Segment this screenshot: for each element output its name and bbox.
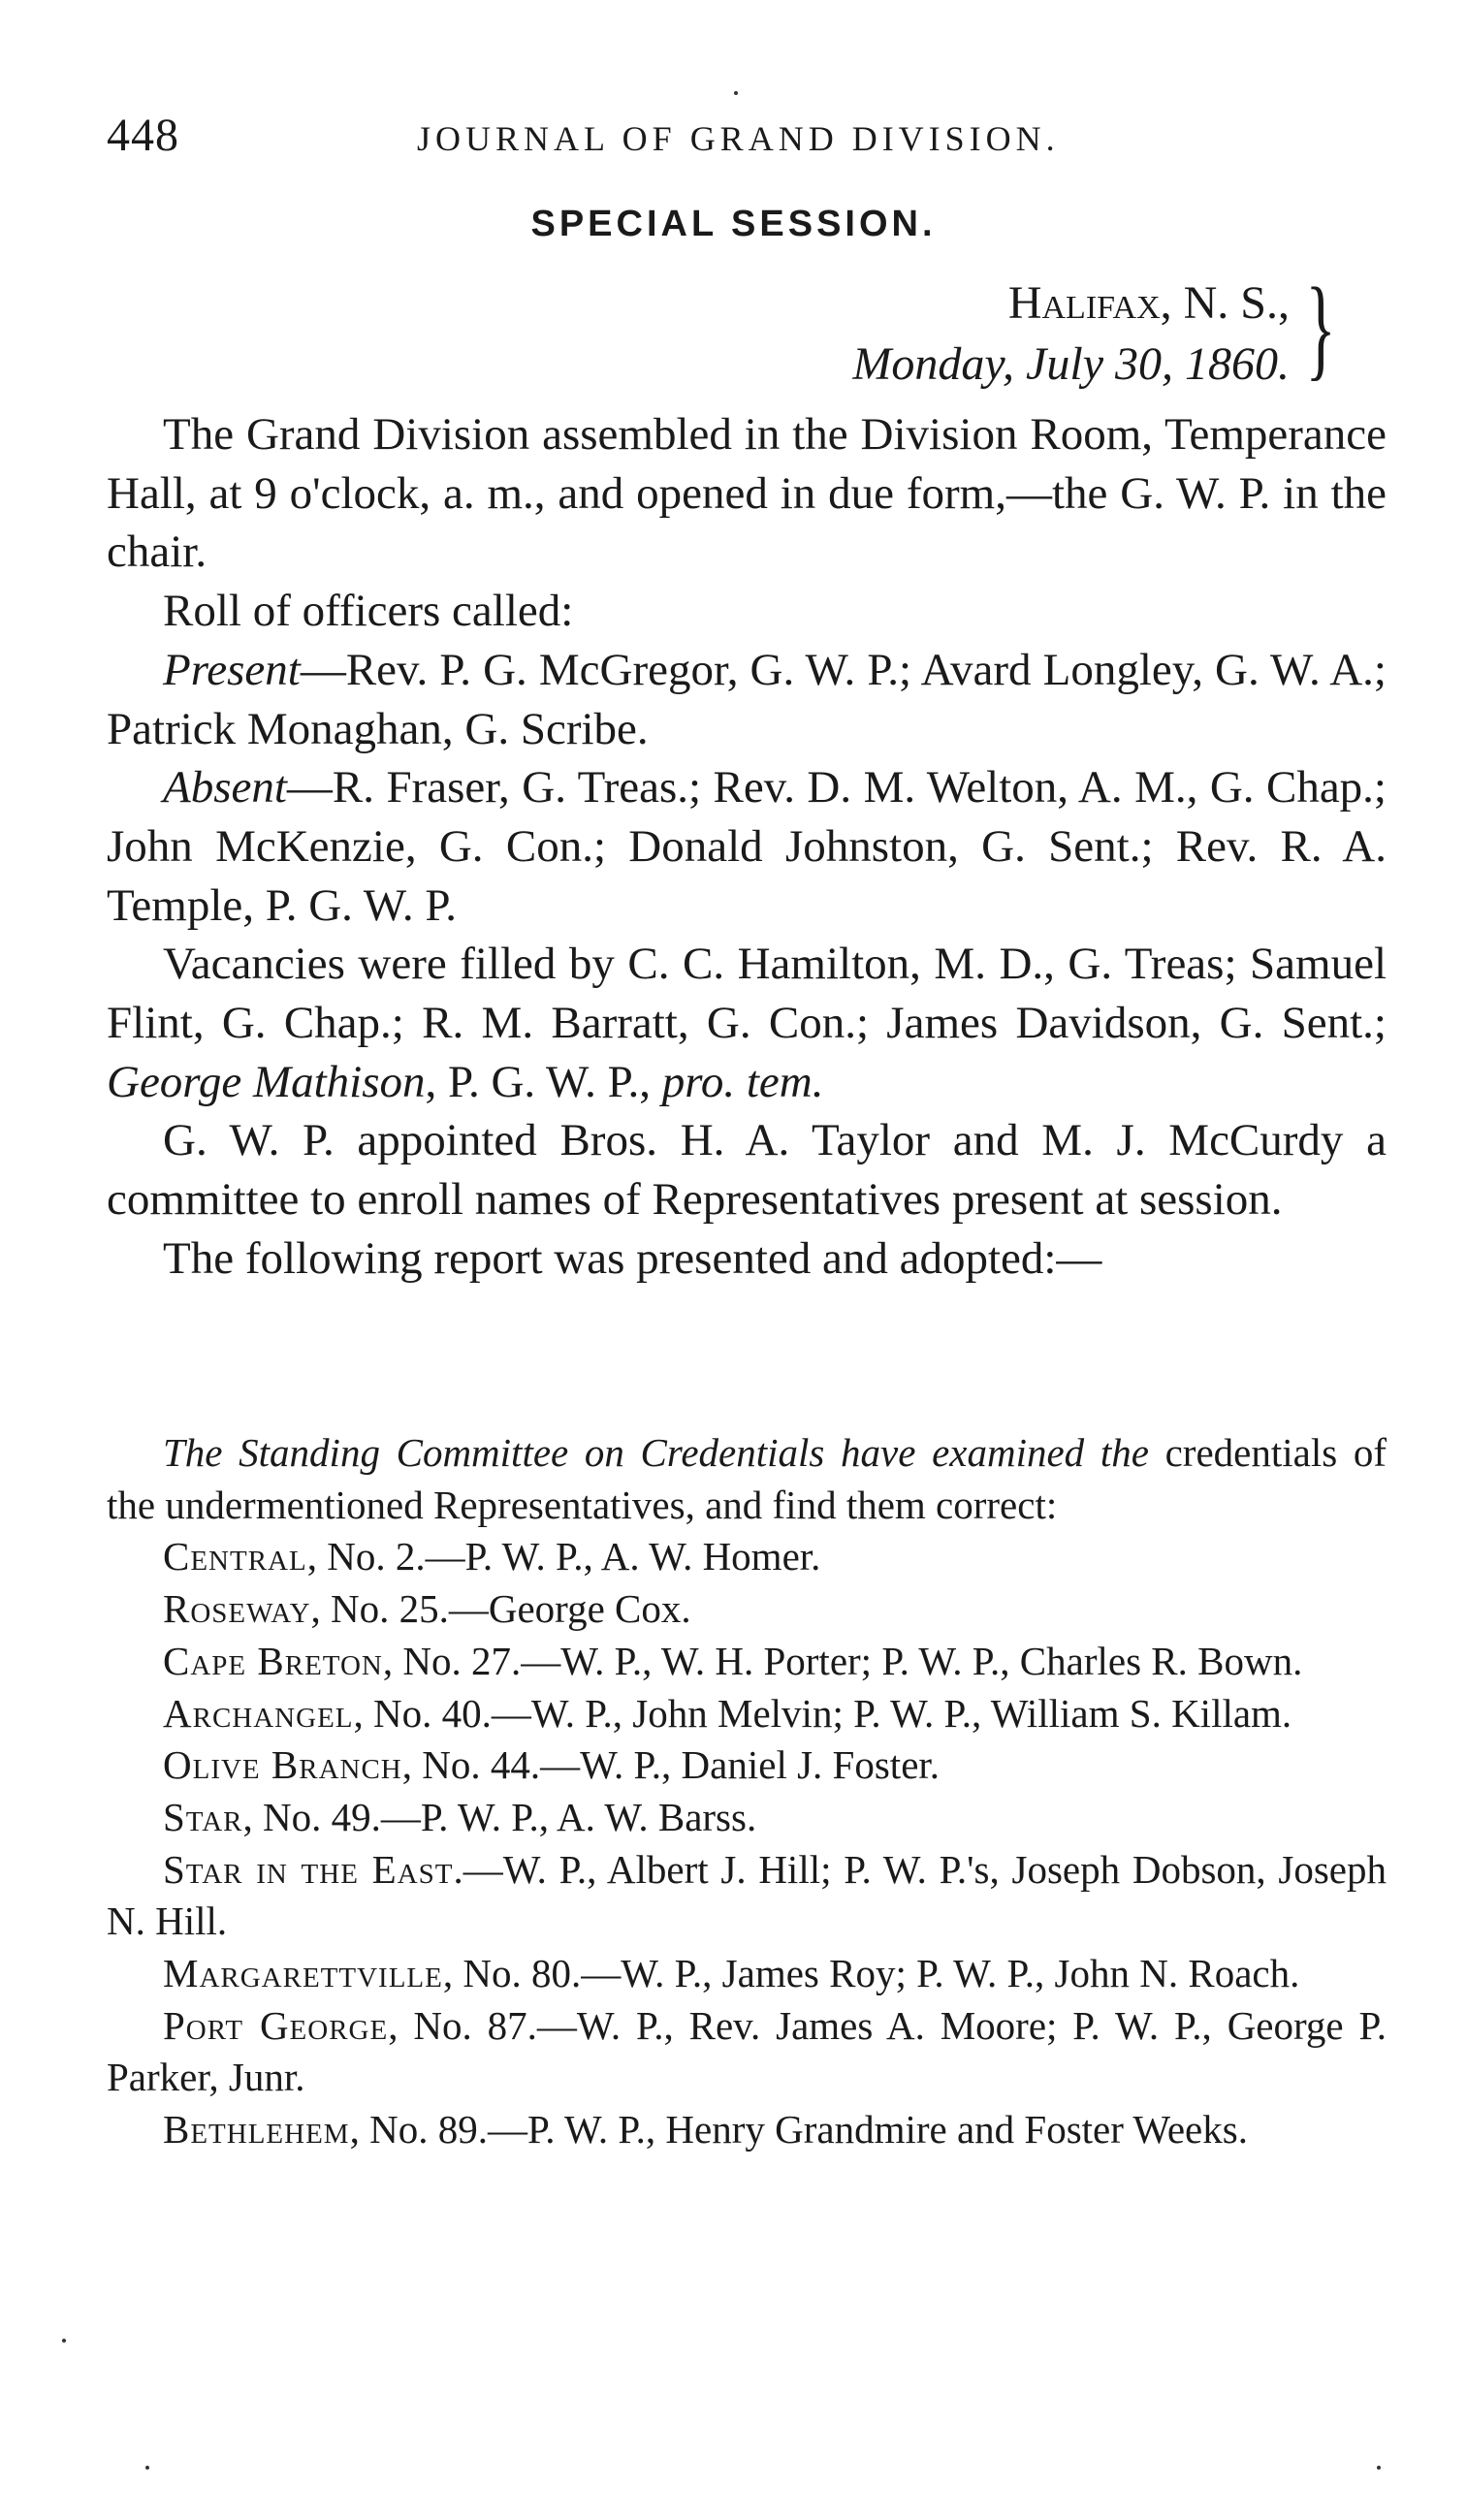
vacancies-protem: pro. tem. <box>661 1056 824 1107</box>
report-entries <box>107 1531 1387 2155</box>
paragraph-absent <box>107 758 1387 935</box>
report-entry <box>107 1531 1387 1583</box>
vacancies-text: Vacancies were filled by C. C. Hamilton, M. D., G. Treas; Samuel Flint, G. Chap.; R. M. Barratt, G. Con.; James Davidson, G. Sent.; <box>107 939 1387 1049</box>
report-entry <box>107 2000 1387 2104</box>
division-representatives: , No. 49.—P. W. P., A. W. Barss. <box>242 1794 757 1839</box>
report-intro-roman: credentials of the undermentioned Representatives, and find them correct: <box>107 1430 1387 1527</box>
present-label: Present <box>163 644 301 695</box>
paragraph-assembled: The Grand Division assembled in the Division Room, Temperance Hall, at 9 o'clock, a. m., and opened in due form,—the G. W. P. in the chair. <box>107 409 1387 578</box>
division-name: Archangel <box>163 1690 354 1736</box>
credentials-report <box>107 1427 1387 2156</box>
vacancies-text-2: , P. G. W. P., <box>425 1056 662 1107</box>
division-representatives: , No. 40.—W. P., John Melvin; P. W. P., William S. Killam. <box>353 1690 1292 1736</box>
division-name: Star <box>163 1794 243 1839</box>
print-speck <box>62 2339 66 2343</box>
division-representatives: , No. 44.—W. P., Daniel J. Foster. <box>401 1742 941 1788</box>
running-head <box>107 109 1387 167</box>
division-representatives: , No. 80.—W. P., James Roy; P. W. P., John N. Roach. <box>442 1951 1300 1996</box>
report-intro <box>107 1427 1387 1531</box>
paragraph-roll: Roll of officers called: <box>163 586 574 637</box>
division-representatives: , No. 25.—George Cox. <box>310 1586 691 1632</box>
report-entry <box>107 1844 1387 1948</box>
paragraph-present <box>107 641 1387 758</box>
report-entry <box>107 1739 1387 1792</box>
print-speck <box>1377 2466 1381 2470</box>
absent-label: Absent <box>163 762 287 813</box>
report-entry <box>107 1792 1387 1844</box>
dateline <box>737 264 1357 402</box>
division-name: Bethlehem <box>163 2107 350 2153</box>
page-number: 448 <box>107 110 179 161</box>
division-name: Cape Breton <box>163 1638 383 1683</box>
division-representatives: , No. 2.—P. W. P., A. W. Homer. <box>306 1534 821 1579</box>
print-speck <box>734 91 738 95</box>
division-representatives: , No. 27.—W. P., W. H. Porter; P. W. P., Charles R. Bown. <box>382 1638 1303 1683</box>
division-name: Roseway <box>163 1586 311 1632</box>
paragraph-following: The following report was presented and adopted:— <box>163 1232 1102 1284</box>
present-text: —Rev. P. G. McGregor, G. W. P.; Avard Longley, G. W. A.; Patrick Monaghan, G. Scribe. <box>107 644 1387 754</box>
absent-text: —R. Fraser, G. Treas.; Rev. D. M. Welton, A. M., G. Chap.; John McKenzie, G. Con.; Donald Johnston, G. Sent.; Rev. R. A. Temple, P. G. W. P. <box>107 762 1387 931</box>
division-representatives: , No. 89.—P. W. P., Henry Grandmire and Foster Weeks. <box>349 2107 1248 2153</box>
journal-title: JOURNAL OF GRAND DIVISION. <box>417 119 1060 158</box>
paragraph-appointed: G. W. P. appointed Bros. H. A. Taylor and M. J. McCurdy a committee to enroll names of Representatives present at session. <box>107 1115 1387 1226</box>
report-entry <box>107 1688 1387 1740</box>
session-minutes <box>107 405 1387 1289</box>
paragraph-vacancies <box>107 935 1387 1111</box>
division-representatives: , No. 87.—W. P., Rev. James A. Moore; P. W. P., George P. Parker, Junr. <box>107 2002 1387 2100</box>
report-intro-italic: The Standing Committee on Credentials have examined the <box>163 1430 1149 1475</box>
division-name: Margarettville <box>163 1951 443 1996</box>
dateline-brace: } <box>1305 264 1336 391</box>
session-title: SPECIAL SESSION. <box>530 204 937 244</box>
print-speck <box>145 2466 149 2470</box>
division-name: Olive Branch <box>163 1742 402 1788</box>
report-entry <box>107 1948 1387 2000</box>
report-entry <box>107 1583 1387 1636</box>
division-name: Star in the East <box>163 1846 454 1892</box>
division-name: Central <box>163 1534 307 1579</box>
division-name: Port George <box>163 2002 389 2048</box>
dateline-place: Halifax, N. S., <box>1007 277 1290 329</box>
vacancies-name: George Mathison <box>107 1056 426 1107</box>
dateline-date: Monday, July 30, 1860. <box>852 338 1290 390</box>
report-entry <box>107 1636 1387 1688</box>
report-entry <box>107 2104 1387 2156</box>
division-representatives: .—W. P., Albert J. Hill; P. W. P.'s, Joseph Dobson, Joseph N. Hill. <box>107 1846 1387 1944</box>
